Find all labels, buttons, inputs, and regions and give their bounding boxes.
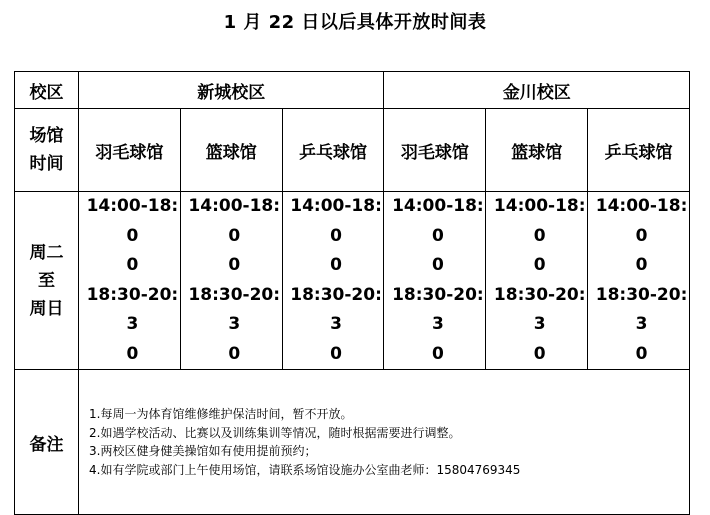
- time-slot-line: 0: [228, 255, 241, 275]
- venue-row-label-line: 场馆: [29, 126, 64, 146]
- time-slot-line: 14:00-18:0: [86, 196, 179, 246]
- time-slot-cell: [384, 192, 486, 370]
- time-slot-line: 0: [431, 343, 444, 364]
- time-slot-cell: [79, 192, 181, 370]
- time-slot-line: 14:00-18:0: [392, 196, 484, 246]
- venue-header-row: [15, 109, 690, 192]
- time-slot-cell: [588, 192, 690, 370]
- time-slot-line: 18:30-20:3: [86, 284, 179, 334]
- time-row-label-line: 周日: [29, 298, 64, 319]
- notes-row: [15, 370, 690, 515]
- time-row-label-line: 至: [38, 270, 55, 291]
- venue-header: 羽毛球馆: [384, 109, 486, 192]
- time-slot-line: 0: [228, 343, 241, 364]
- venue-header: 乒乓球馆: [282, 109, 384, 192]
- time-slot-line: 0: [533, 343, 546, 364]
- time-slot-cell: [180, 192, 282, 370]
- note-item: 3.两校区健身健美操馆如有使用提前预约；: [89, 444, 317, 458]
- time-slot-line: 0: [635, 255, 648, 275]
- venue-header: 羽毛球馆: [79, 109, 181, 192]
- note-item: 2.如遇学校活动、比赛以及训练集训等情况，随时根据需要进行调整。: [89, 425, 461, 440]
- venue-header: 篮球馆: [180, 109, 282, 192]
- venue-header: 篮球馆: [486, 109, 588, 192]
- time-slot-line: 18:30-20:3: [595, 284, 688, 334]
- note-item: 1.每周一为体育馆维修维护保洁时间，暂不开放。: [89, 407, 353, 421]
- time-slot-line: 0: [533, 255, 546, 275]
- campus-header-xincheng: 新城校区: [79, 72, 384, 109]
- corner-header: 校区: [15, 72, 79, 109]
- notes-label: 备注: [15, 370, 79, 515]
- time-slot-line: 14:00-18:0: [290, 196, 382, 246]
- time-slot-cell: [282, 192, 384, 370]
- time-slot-cell: [486, 192, 588, 370]
- time-row-label: [15, 192, 79, 370]
- time-slot-line: 0: [330, 343, 342, 364]
- venue-row-label-line: 时间: [29, 154, 64, 174]
- time-slot-line: 0: [635, 343, 648, 364]
- time-slot-line: 0: [330, 255, 342, 275]
- time-row-label-line: 周二: [29, 242, 64, 263]
- time-slot-line: 18:30-20:3: [188, 284, 281, 334]
- time-slot-line: 14:00-18:0: [595, 196, 688, 246]
- time-row: [15, 192, 690, 370]
- time-slot-line: 18:30-20:3: [493, 284, 586, 334]
- note-item: 4.如有学院或部门上午使用场馆，请联系场馆设施办公室曲老师：15804769345: [89, 462, 521, 477]
- time-slot-line: 18:30-20:3: [290, 284, 382, 334]
- venue-header: 乒乓球馆: [588, 109, 690, 192]
- time-slot-line: 0: [126, 343, 139, 364]
- time-slot-line: 14:00-18:0: [493, 196, 586, 246]
- notes-cell: [79, 370, 690, 515]
- schedule-table: [14, 71, 690, 515]
- venue-row-label: [15, 109, 79, 192]
- time-slot-line: 14:00-18:0: [188, 196, 281, 246]
- campus-header-row: [15, 72, 690, 109]
- time-slot-line: 0: [126, 255, 139, 275]
- time-slot-line: 0: [431, 255, 444, 275]
- campus-header-jinchuan: 金川校区: [384, 72, 690, 109]
- page-title: 1 月 22 日以后具体开放时间表: [223, 12, 487, 33]
- time-slot-line: 18:30-20:3: [392, 284, 484, 334]
